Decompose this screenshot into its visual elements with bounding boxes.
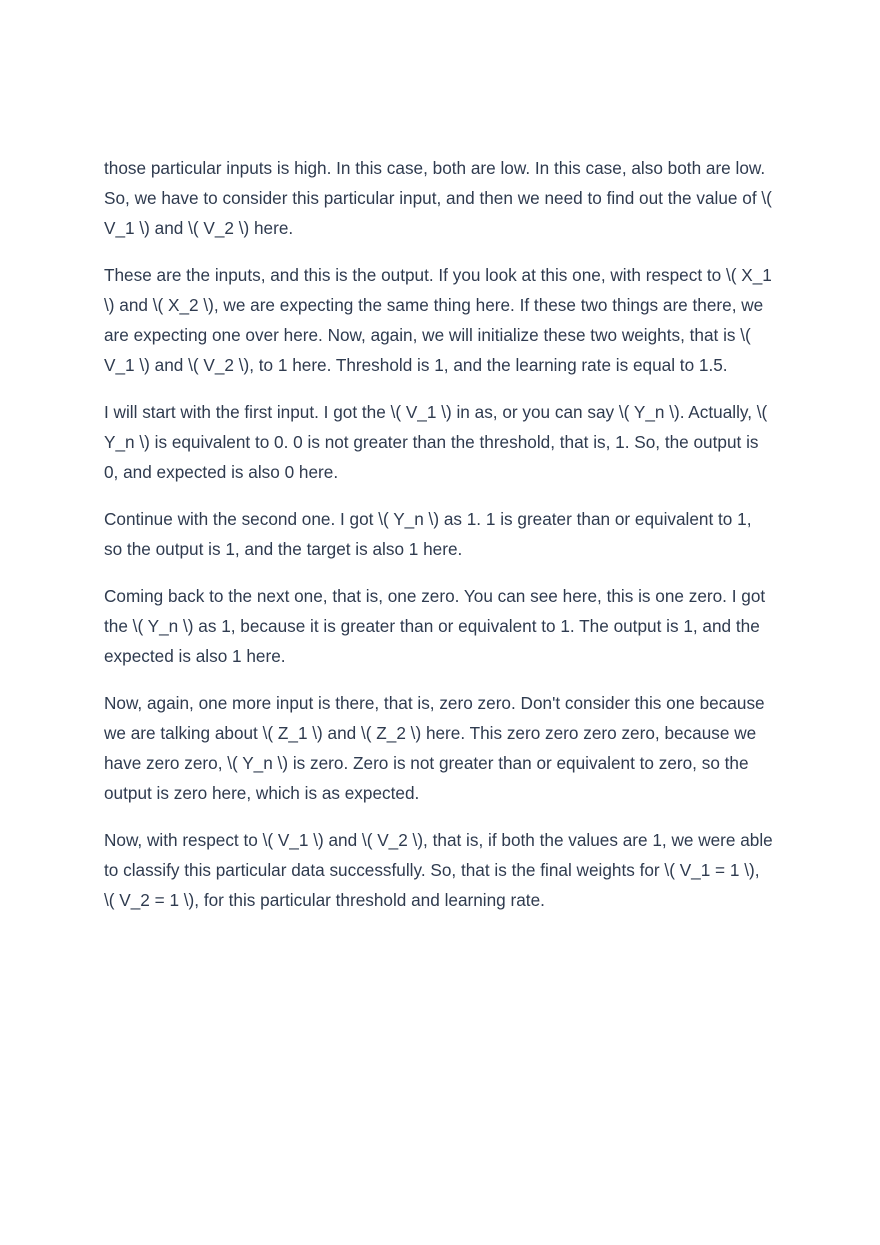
document-body (104, 153, 780, 932)
paragraph: Coming back to the next one, that is, one zero. You can see here, this is one zero. I got the \( Y_n \) as 1, because it is greater than or equivalent to 1. The output is 1, and the expected is also 1 here. (104, 586, 766, 666)
paragraph: Continue with the second one. I got \( Y_n \) as 1. 1 is greater than or equivalent to 1, so the output is 1, and the target is also 1 here. (104, 509, 752, 559)
paragraph: Now, with respect to \( V_1 \) and \( V_2 \), that is, if both the values are 1, we were able to classify this particular data successfully. So, that is the final weights for \( V_1 = 1 \), \( V_2 = 1 \), for this particular threshold and learning rate. (104, 830, 773, 910)
paragraph: These are the inputs, and this is the output. If you look at this one, with respect to \( X_1 \) and \( X_2 \), we are expecting the same thing here. If these two things are there, we are expecting one over here. Now, again, we will initialize these two weights, that is \( V_1 \) and \( V_2 \), to 1 here. Threshold is 1, and the learning rate is equal to 1.5. (104, 265, 772, 375)
paragraph: I will start with the first input. I got the \( V_1 \) in as, or you can say \( Y_n \). Actually, \( Y_n \) is equivalent to 0. 0 is not greater than the threshold, that is, 1. So, the output is 0, and expected is also 0 here. (104, 402, 768, 482)
paragraph: those particular inputs is high. In this case, both are low. In this case, also both are low. So, we have to consider this particular input, and then we need to find out the value of \( V_1 \) and \( V_2 \) here. (104, 158, 772, 238)
paragraph: Now, again, one more input is there, that is, zero zero. Don't consider this one because we are talking about \( Z_1 \) and \( Z_2 \) here. This zero zero zero zero, because we have zero zero, \( Y_n \) is zero. Zero is not greater than or equivalent to zero, so the output is zero here, which is as expected. (104, 693, 765, 803)
